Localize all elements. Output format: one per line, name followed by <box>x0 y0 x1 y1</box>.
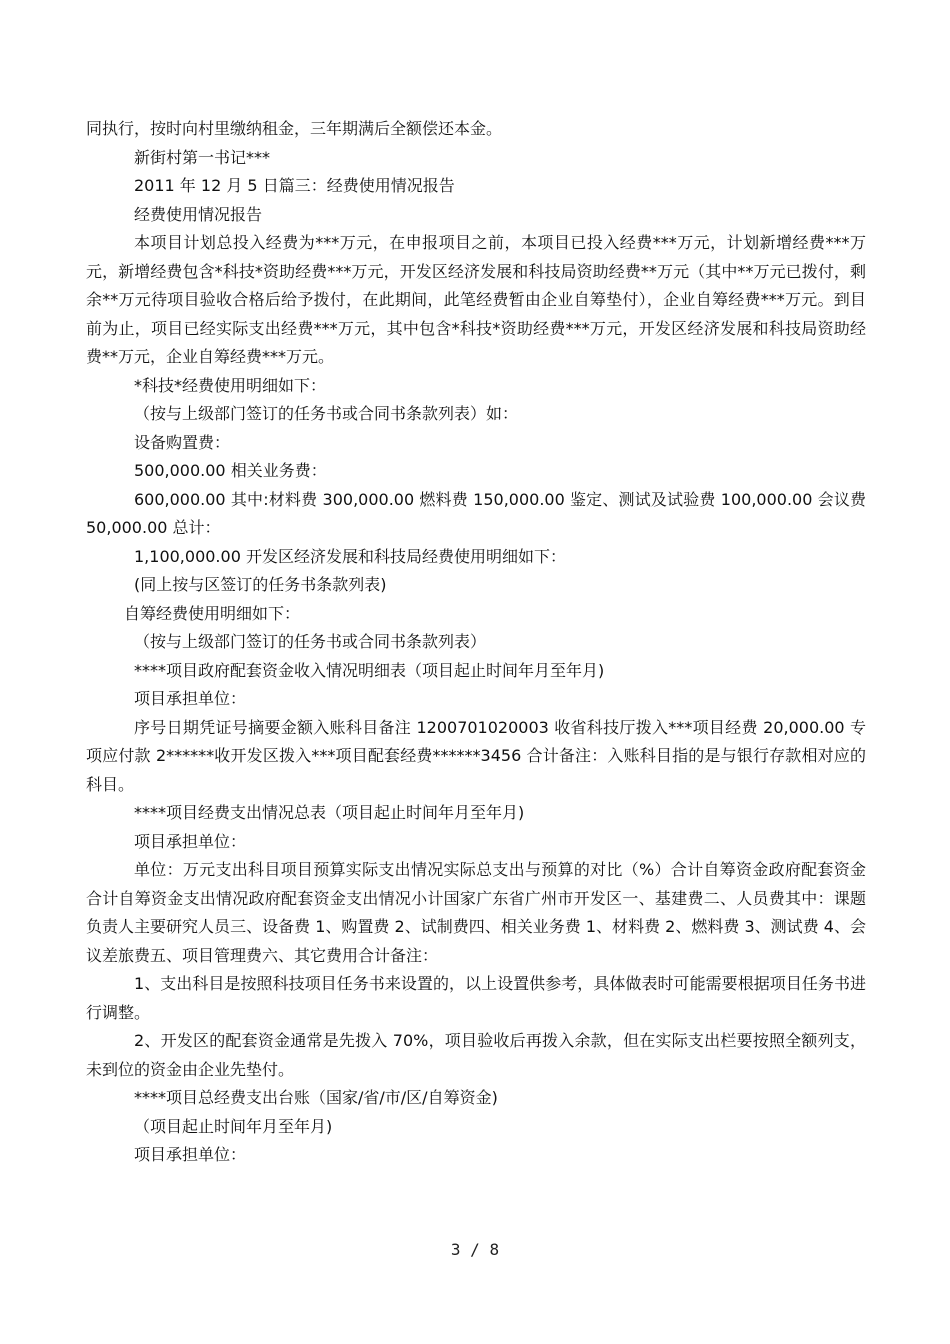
paragraph: *科技*经费使用明细如下： <box>134 375 327 395</box>
paragraph: 经费使用情况报告 <box>134 204 263 224</box>
paragraph: 2、开发区的配套资金通常是先拨入 70%，项目验收后再拨入余款，但在实际支出栏要按照全额列支，未到位的资金由企业先垫付。 <box>86 1031 866 1079</box>
paragraph: 项目承担单位： <box>134 689 247 708</box>
paragraph: ****项目总经费支出台账（国家/省/市/区/自筹资金) <box>134 1088 498 1107</box>
paragraph: 项目承担单位： <box>134 831 247 851</box>
paragraph: （按与上级部门签订的任务书或合同书条款列表）如： <box>134 404 519 423</box>
paragraph: 本项目计划总投入经费为***万元，在申报项目之前，本项目已投入经费***万元，计划新增经费***万元，新增经费包含*科技*资助经费***万元，开发区经济发展和科技局资助经费**万元（其中**万元已拨付，剩余**万元待项目验收合格后给予拨付，在此期间，此笔经费暂由企业自筹垫付），企业自筹经费***万元。到目前为止，项目已经实际支出经费***万元，其中包含*科技*资助经费***万元，开发区经济发展和科技局资助经费**万元，企业自筹经费***万元。 <box>86 233 866 366</box>
paragraph: 新街村第一书记*** <box>134 147 271 167</box>
paragraph: （按与上级部门签订的任务书或合同书条款列表） <box>134 632 487 651</box>
paragraph: 设备购置费： <box>134 432 231 452</box>
paragraph: 1、支出科目是按照科技项目任务书来设置的，以上设置供参考，具体做表时可能需要根据项目任务书进行调整。 <box>86 974 866 1022</box>
paragraph: ****项目政府配套资金收入情况明细表（项目起止时间年月至年月) <box>134 660 605 680</box>
page-number: 3 / 8 <box>450 1240 500 1259</box>
paragraph: 2011 年 12 月 5 日篇三：经费使用情况报告 <box>134 176 455 195</box>
document-body <box>86 115 866 1170</box>
paragraph: 600,000.00 其中:材料费 300,000.00 燃料费 150,000.00 鉴定、测试及试验费 100,000.00 会议费 50,000.00 总计： <box>86 489 866 537</box>
paragraph: (同上按与区签订的任务书条款列表) <box>134 575 387 594</box>
paragraph: （项目起止时间年月至年月) <box>134 1116 333 1136</box>
paragraph: 项目承担单位： <box>134 1145 247 1164</box>
paragraph: 单位：万元支出科目项目预算实际支出情况实际总支出与预算的对比（%）合计自筹资金政府配套资金合计自筹资金支出情况政府配套资金支出情况小计国家广东省广州市开发区一、基建费二、人员费其中：课题负责人主要研究人员三、设备费 1、购置费 2、试制费四、相关业务费 1、材料费 2、燃料费 3、测试费 4、会议差旅费五、项目管理费六、其它费用合计备注： <box>86 860 866 965</box>
paragraph: 序号日期凭证号摘要金额入账科目备注 1200701020003 收省科技厅拨入***项目经费 20,000.00 专项应付款 2******收开发区拨入***项目配套经费******3456 合计备注：入账科目指的是与银行存款相对应的科目。 <box>86 717 866 794</box>
paragraph: ****项目经费支出情况总表（项目起止时间年月至年月) <box>134 803 525 822</box>
paragraph: 同执行，按时向村里缴纳租金，三年期满后全额偿还本金。 <box>86 119 503 138</box>
paragraph: 1,100,000.00 开发区经济发展和科技局经费使用明细如下： <box>134 546 566 566</box>
paragraph: 500,000.00 相关业务费： <box>134 461 327 480</box>
paragraph: 自筹经费使用明细如下： <box>124 603 301 623</box>
